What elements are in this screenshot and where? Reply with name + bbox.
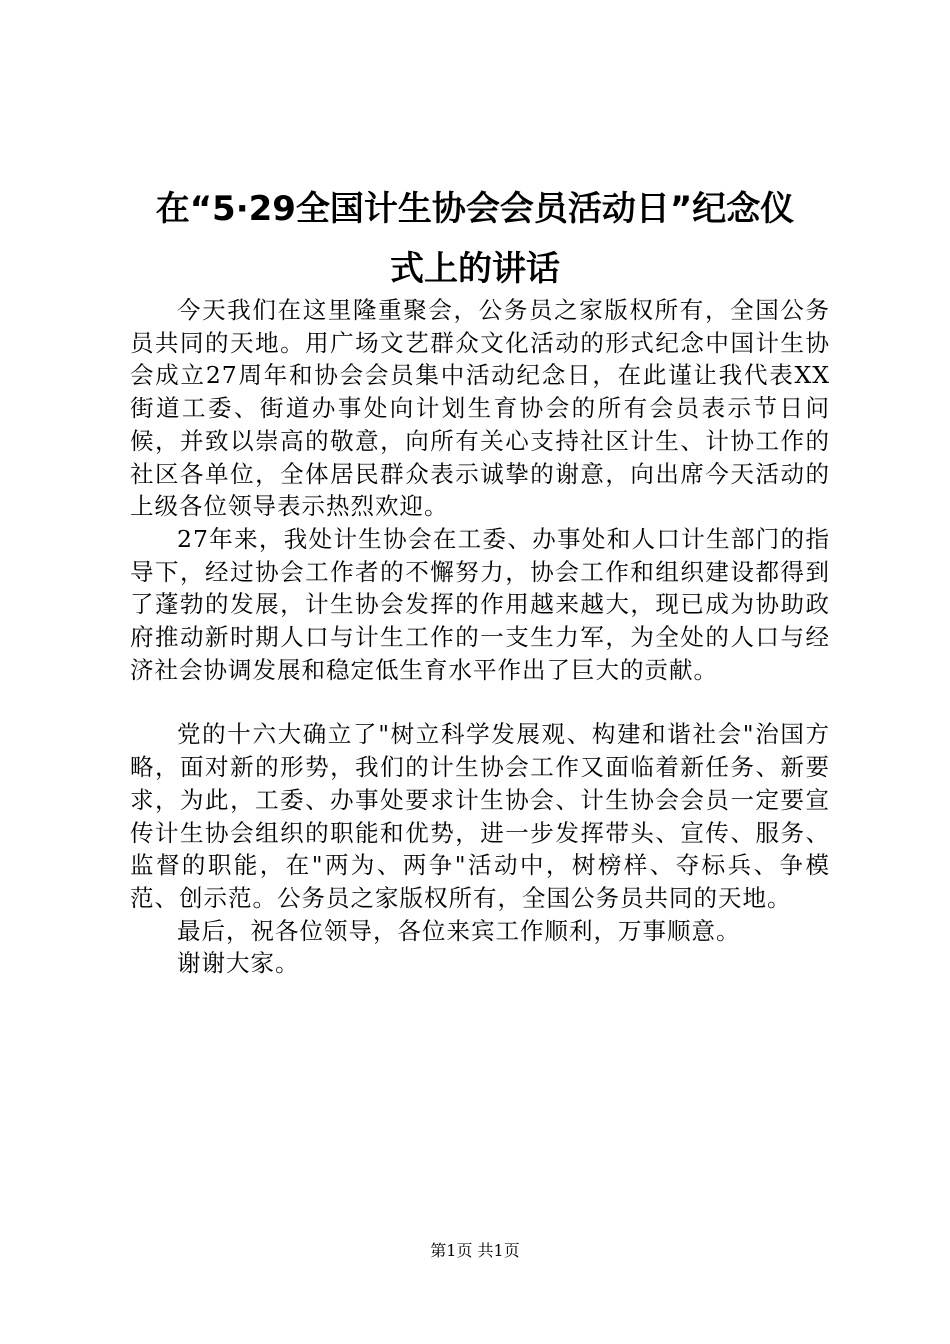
document-title-line-1: 在“5·29全国计生协会会员活动日”纪念仪 bbox=[155, 189, 795, 229]
paragraph-wishes: 最后，祝各位领导，各位来宾工作顺利，万事顺意。 bbox=[177, 916, 741, 945]
paragraph-history: 27年来，我处计生协会在工委、办事处和人口计生部门的指导下，经过协会工作者的不懈努力，协会工作和组织建设都得到了蓬勃的发展，计生协会发挥的作用越来越大，现已成为协助政府推动新时期人口与计生工作的一支生力军，为全处的人口与经济社会协调发展和稳定低生育水平作出了巨大的贡献。 bbox=[130, 524, 830, 684]
document-body bbox=[130, 294, 830, 980]
document-title-line-2: 式上的讲话 bbox=[390, 249, 560, 289]
paragraph-requirements: 党的十六大确立了"树立科学发展观、构建和谐社会"治国方略，面对新的形势，我们的计生协会工作又面临着新任务、新要求，为此，工委、办事处要求计生协会、计生协会会员一定要宣传计生协会组织的职能和优势，进一步发挥带头、宣传、服务、监督的职能，在"两为、两争"活动中，树榜样、夺标兵、争模范、创示范。公务员之家版权所有，全国公务员共同的天地。 bbox=[130, 720, 830, 912]
paragraph-opening: 今天我们在这里隆重聚会，公务员之家版权所有，全国公务员共同的天地。用广场文艺群众文化活动的形式纪念中国计生协会成立27周年和协会会员集中活动纪念日，在此谨让我代表XX街道工委、街道办事处向计划生育协会的所有会员表示节日问候，并致以崇高的敬意，向所有关心支持社区计生、计协工作的社区各单位，全体居民群众表示诚挚的谢意，向出席今天活动的上级各位领导表示热烈欢迎。 bbox=[130, 296, 830, 521]
page-footer: 第1页 共1页 bbox=[430, 1241, 520, 1260]
paragraph-thanks: 谢谢大家。 bbox=[177, 949, 300, 978]
